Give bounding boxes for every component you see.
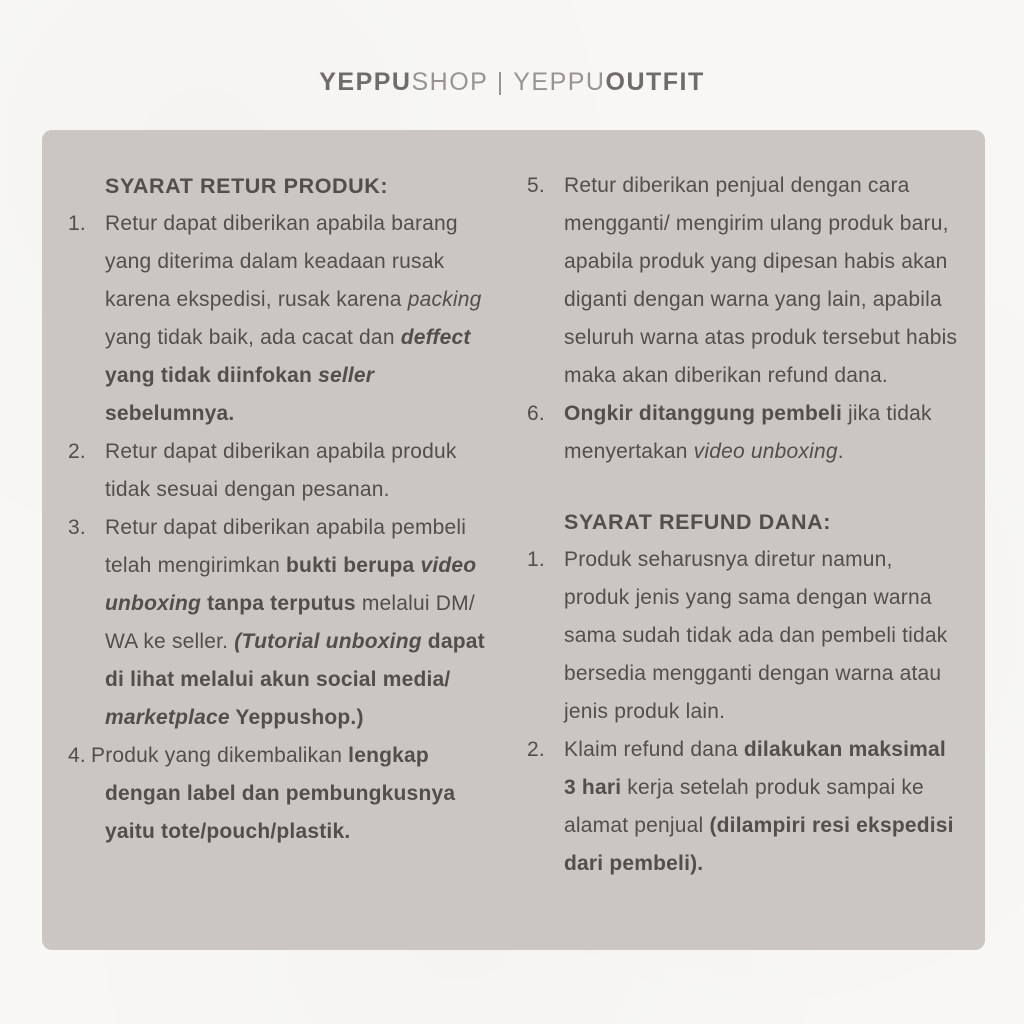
text-segment: (Tutorial unboxing — [234, 630, 422, 653]
text-segment: YEPPU — [513, 68, 606, 96]
text-segment: video unboxing — [105, 554, 477, 615]
left-column — [68, 167, 502, 950]
item-text — [105, 433, 502, 509]
item-text — [105, 509, 502, 737]
text-segment: Produk seharusnya diretur namun, produk jenis yang sama dengan warna sama sudah tidak ada dan pembeli tidak bersedia mengganti dengan warna atau jenis produk lain. — [564, 548, 948, 723]
text-segment: OUTFIT — [605, 68, 705, 96]
text-segment: . — [837, 440, 844, 463]
text-segment: lengkap dengan label dan pembungkusnya yaitu tote/pouch/plastik. — [105, 744, 456, 843]
text-segment: dapat di lihat melalui akun social media/ — [105, 630, 485, 691]
retur-heading: SYARAT RETUR PRODUK: — [105, 174, 389, 198]
item-text — [564, 395, 963, 471]
text-segment: SHOP — [411, 68, 489, 96]
text-segment: Retur dapat diberikan apabila produk tidak sesuai dengan pesanan. — [105, 440, 457, 501]
text-segment: yang tidak baik, ada cacat dan — [105, 326, 401, 349]
text-segment: Produk yang dikembalikan — [91, 744, 349, 767]
text-segment: sebelumnya. — [105, 402, 235, 425]
list-item — [68, 433, 502, 509]
retur-list — [68, 205, 502, 851]
item-text — [105, 205, 502, 433]
brand-header — [0, 68, 1024, 97]
text-segment: dilakukan maksimal 3 hari — [564, 738, 946, 799]
section-gap — [527, 471, 963, 503]
refund-list — [527, 541, 963, 883]
item-number: 2. — [68, 440, 86, 463]
text-segment: Retur diberikan penjual dengan cara mengganti/ mengirim ulang produk baru, apabila produk yang dipesan habis akan diganti dengan warna yang lain, apabila seluruh warna atas produk tersebut habis maka akan diberikan refund dana. — [564, 174, 958, 387]
text-segment: deffect — [400, 326, 471, 349]
text-segment: seller — [318, 364, 375, 387]
item-number: 2. — [527, 738, 545, 761]
list-item — [527, 541, 963, 731]
text-segment: Yeppushop.) — [229, 706, 364, 729]
retur-list-continued — [527, 167, 963, 471]
text-segment: marketplace — [105, 706, 230, 729]
list-item — [68, 737, 502, 851]
text-segment: | — [488, 68, 514, 96]
list-item — [68, 509, 502, 737]
list-item — [527, 731, 963, 883]
text-segment: kerja setelah produk sampai ke alamat penjual — [564, 776, 924, 837]
item-number: 3. — [68, 516, 86, 539]
text-segment: Retur dapat diberikan apabila barang yang diterima dalam keadaan rusak karena ekspedisi, rusak karena — [105, 212, 458, 311]
item-text — [564, 167, 963, 395]
text-segment: Klaim refund dana — [564, 738, 744, 761]
list-item — [527, 395, 963, 471]
text-segment: YEPPU — [319, 68, 412, 96]
item-text — [564, 541, 963, 731]
text-segment: bukti berupa — [286, 554, 421, 577]
right-column — [527, 167, 963, 950]
policy-card — [42, 130, 985, 950]
item-number: 6. — [527, 402, 545, 425]
text-segment: tanpa terputus — [201, 592, 356, 615]
text-segment: (dilampiri resi ekspedisi dari pembeli). — [564, 814, 954, 875]
item-text — [91, 737, 502, 851]
text-segment: yang tidak diinfokan — [105, 364, 319, 387]
list-item — [527, 167, 963, 395]
text-segment: video unboxing — [693, 440, 838, 463]
list-item — [68, 205, 502, 433]
refund-heading: SYARAT REFUND DANA: — [564, 510, 832, 534]
item-number: 5. — [527, 174, 545, 197]
text-segment: jika tidak menyertakan — [564, 402, 932, 463]
item-number: 1. — [527, 548, 545, 571]
text-segment: packing — [407, 288, 482, 311]
item-number: 4. — [68, 744, 86, 767]
item-number: 1. — [68, 212, 86, 235]
text-segment: melalui DM/ WA ke seller. — [105, 592, 475, 653]
text-segment: Ongkir ditanggung pembeli — [564, 402, 842, 425]
item-text — [564, 731, 963, 883]
text-segment: Retur dapat diberikan apabila pembeli telah mengirimkan — [105, 516, 467, 577]
